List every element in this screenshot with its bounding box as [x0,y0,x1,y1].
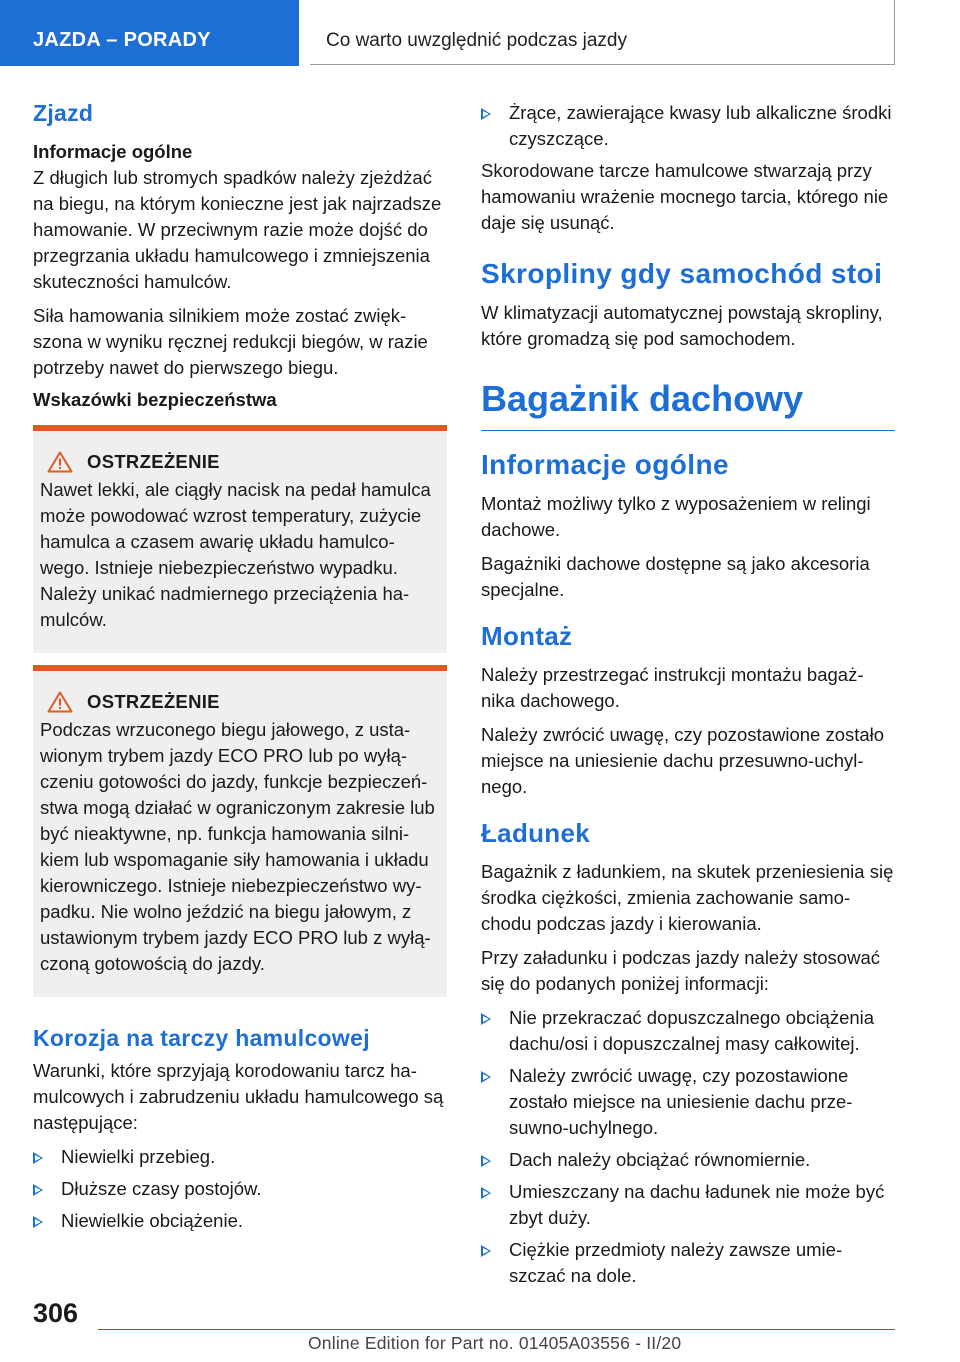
info-paragraph: Bagażniki dachowe dostępne są jako akcesoria specjalne. [481,553,870,600]
list-item: Ciężkie przedmioty należy zawsze umie-szczać na dole. [481,1237,895,1289]
bullet-triangle-icon [33,1216,43,1228]
zjazd-subheading: Informacje ogólne [33,141,193,162]
section-tab [0,0,299,66]
warning-triangle-icon [47,691,73,713]
info-heading: Informacje ogólne [481,449,729,480]
chapter-title: Co warto uwzględnić podczas jazdy [326,30,627,51]
bagaznik-heading: Bagażnik dachowy [481,378,895,431]
warning-text: Podczas wrzuconego biegu jałowego, z usta-wionym trybem jazdy ECO PRO lub po wyłą-czeniu gotowości do jazdy, funkcje bezpieczeń-stwa mogą działać w ograniczonym zakresie lub być nieaktywne, np. funkcja hamowania silni-kiem lub wspomaganie siły hamowania i układu kierowniczego. Istnieje niebezpieczeństwo wy-padku. Nie wolno jeździć na biegu jałowym, z ustawionym trybem jazdy ECO PRO lub z wyłą-czoną gotowością do jazdy. [40,719,435,974]
list-item: Dłuższe czasy postojów. [33,1176,447,1202]
page-number: 306 [33,1298,79,1328]
list-item: Niewielki przebieg. [33,1144,447,1170]
bullet-triangle-icon [481,108,491,120]
korozja-text: Warunki, które sprzyjają korodowaniu tarcz ha-mulcowych i zabrudzeniu układu hamulcowego są następujące: [33,1060,444,1133]
bullet-triangle-icon [481,1155,491,1167]
list-item: Umieszczany na dachu ładunek nie może być zbyt duży. [481,1179,895,1231]
footer-edition: Online Edition for Part no. 01405A03556 - II/20 [308,1333,682,1353]
korozja-heading: Korozja na tarczy hamulcowej [33,1025,370,1051]
bullet-triangle-icon [481,1245,491,1257]
section-tab-label: JAZDA – PORADY [33,29,211,51]
montaz-paragraph: Należy przestrzegać instrukcji montażu bagaż-nika dachowego. [481,664,864,711]
list-item: Żrące, zawierające kwasy lub alkaliczne środki czyszczące. [481,100,895,152]
bullet-triangle-icon [481,1187,491,1199]
chapter-tab [310,0,895,65]
warning-box [33,425,447,653]
list-item: Należy zwrócić uwagę, czy pozostawione zostało miejsce na uniesienie dachu prze-suwno-uchylnego. [481,1063,895,1141]
warning-title: OSTRZEŻENIE [87,691,220,712]
skropliny-heading: Skropliny gdy samochód stoi [481,258,883,289]
zjazd-paragraph: Siła hamowania silnikiem może zostać zwięk-szona w wyniku ręcznej redukcji biegów, w razie potrzeby nawet do pierwszego biegu. [33,305,428,378]
footer-divider [98,1329,895,1330]
bullet-triangle-icon [481,1071,491,1083]
safety-heading: Wskazówki bezpieczeństwa [33,389,277,410]
right-column [481,100,895,1295]
list-item: Nie przekraczać dopuszczalnego obciążenia dachu/osi i dopuszczalnej masy całkowitej. [481,1005,895,1057]
korozja-list [33,1144,447,1234]
ladunek-list [481,1005,895,1289]
info-paragraph: Montaż możliwy tylko z wyposażeniem w relingi dachowe. [481,493,871,540]
bullet-triangle-icon [33,1152,43,1164]
montaz-heading: Montaż [481,621,573,651]
ladunek-paragraph: Przy załadunku i podczas jazdy należy stosować się do podanych poniżej informacji: [481,947,880,994]
ladunek-heading: Ładunek [481,818,591,848]
zjazd-paragraph: Z długich lub stromych spadków należy zjeżdżać na biegu, na którym konieczne jest jak najrzadsze hamowanie. W przeciwnym razie może dojść do przegrzania układu hamulcowego i zmniejszenia skuteczności hamulców. [33,167,442,292]
bullet-triangle-icon [481,1013,491,1025]
korozja-cont-text: Skorodowane tarcze hamulcowe stwarzają przy hamowaniu wrażenie mocnego tarcia, którego nie daje się usunąć. [481,160,889,233]
skropliny-text: W klimatyzacji automatycznej powstają skropliny, które gromadzą się pod samochodem. [481,302,883,349]
left-column [33,100,447,1240]
montaz-paragraph: Należy zwrócić uwagę, czy pozostawione zostało miejsce na uniesienie dachu przesuwno-uchyl-nego. [481,724,885,797]
ladunek-paragraph: Bagażnik z ładunkiem, na skutek przeniesienia się środka ciężkości, zmienia zachowanie samo-chodu podczas jazdy i kierowania. [481,861,894,934]
list-item: Dach należy obciążać równomiernie. [481,1147,895,1173]
zjazd-heading: Zjazd [33,100,94,126]
warning-box [33,665,447,997]
list-item: Niewielkie obciążenie. [33,1208,447,1234]
warning-title: OSTRZEŻENIE [87,451,220,472]
warning-text: Nawet lekki, ale ciągły nacisk na pedał hamulca może powodować wzrost temperatury, zużycie hamulca a czasem awarię układu hamulco-wego. Istnieje niebezpieczeństwo wypadku. Należy unikać nadmiernego przeciążenia ha-mulców. [40,479,431,630]
bullet-triangle-icon [33,1184,43,1196]
korozja-list-cont [481,100,895,152]
warning-triangle-icon [47,451,73,473]
